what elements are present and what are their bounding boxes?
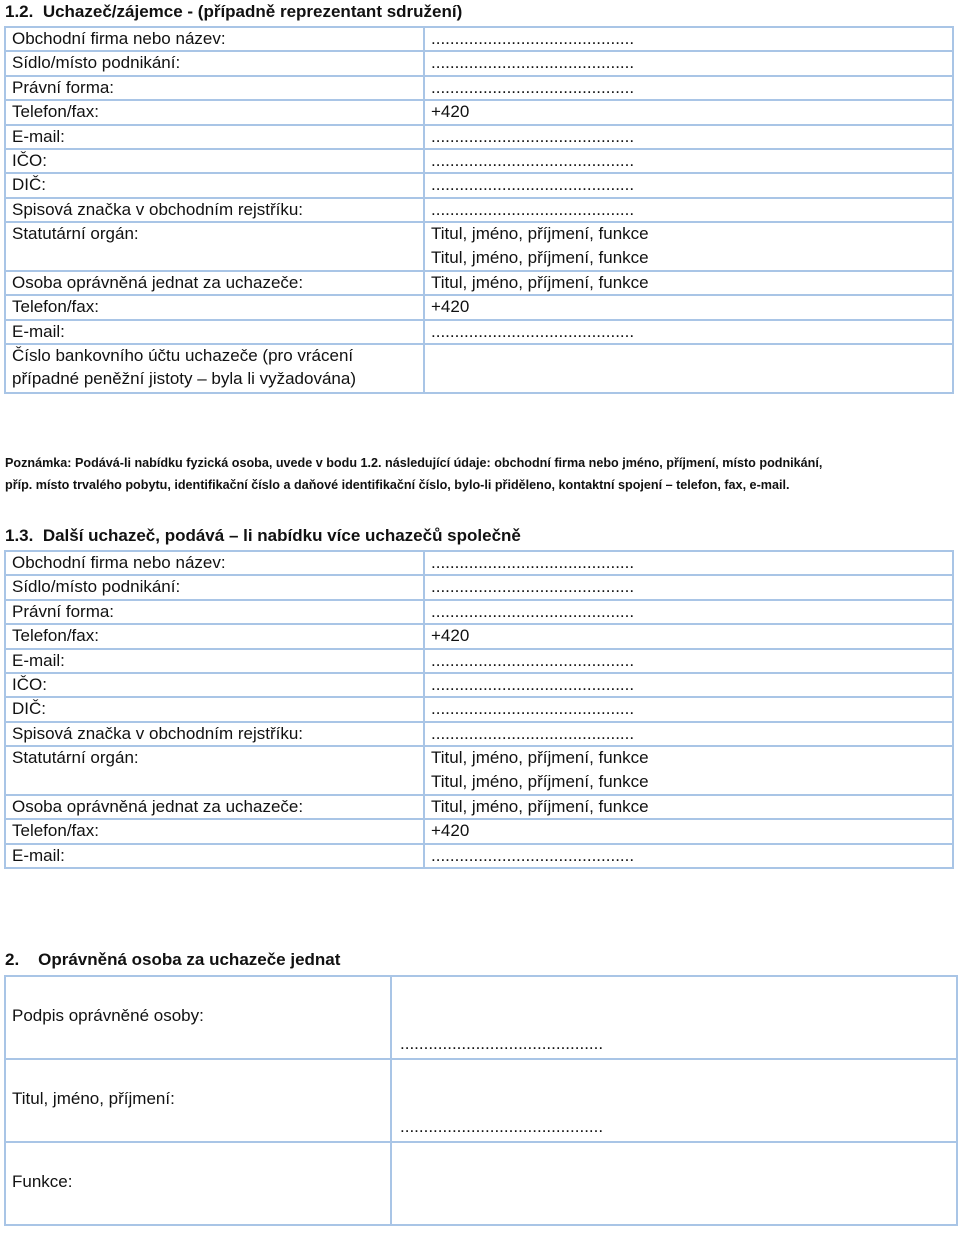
row-label: Obchodní firma nebo název: bbox=[5, 551, 424, 575]
table-row bbox=[5, 149, 953, 173]
row-label: Telefon/fax: bbox=[5, 295, 424, 319]
section-1-2-table bbox=[4, 26, 954, 394]
table-row bbox=[5, 819, 953, 843]
row-label: Číslo bankovního účtu uchazeče (pro vrácení bbox=[5, 344, 424, 368]
function-field[interactable] bbox=[391, 1142, 957, 1225]
table-row bbox=[5, 697, 953, 721]
row-label: Statutární orgán: bbox=[5, 746, 424, 770]
table-row bbox=[5, 295, 953, 319]
row-value[interactable]: ........................................... bbox=[424, 575, 953, 599]
row-label: Spisová značka v obchodním rejstříku: bbox=[5, 722, 424, 746]
row-value[interactable]: ........................................... bbox=[424, 27, 953, 51]
section-1-3-number: 1.3. bbox=[5, 526, 34, 545]
row-value[interactable] bbox=[424, 368, 953, 392]
row-value[interactable]: ........................................... bbox=[424, 697, 953, 721]
section-1-3-table bbox=[4, 550, 954, 869]
row-label: E-mail: bbox=[5, 320, 424, 344]
row-label: Právní forma: bbox=[5, 76, 424, 100]
table-row bbox=[5, 368, 953, 392]
row-value[interactable]: ........................................... bbox=[424, 673, 953, 697]
signature-dots: ........................................... bbox=[400, 1034, 604, 1053]
row-label bbox=[5, 771, 424, 795]
section-1-2-title: Uchazeč/zájemce - (případně reprezentant sdružení) bbox=[42, 2, 463, 21]
row-label: IČO: bbox=[5, 149, 424, 173]
row-value[interactable]: ........................................... bbox=[424, 198, 953, 222]
table-row bbox=[5, 771, 953, 795]
table-row bbox=[5, 173, 953, 197]
table-row bbox=[5, 320, 953, 344]
function-label: Funkce: bbox=[12, 1172, 73, 1191]
row-label: Spisová značka v obchodním rejstříku: bbox=[5, 198, 424, 222]
row-value[interactable]: ........................................... bbox=[424, 51, 953, 75]
row-label: Statutární orgán: bbox=[5, 222, 424, 246]
table-row bbox=[5, 247, 953, 271]
row-value[interactable]: Titul, jméno, příjmení, funkce bbox=[424, 222, 953, 246]
row-label bbox=[5, 1059, 391, 1142]
section-2-heading bbox=[5, 949, 340, 971]
row-value[interactable]: ........................................... bbox=[424, 173, 953, 197]
row-value[interactable]: +420 bbox=[424, 295, 953, 319]
row-value[interactable]: ........................................... bbox=[424, 722, 953, 746]
signature-label: Podpis oprávněné osoby: bbox=[12, 1006, 204, 1025]
table-row bbox=[5, 125, 953, 149]
section-2-title: Oprávněná osoba za uchazeče jednat bbox=[38, 950, 341, 969]
table-row bbox=[5, 198, 953, 222]
section-1-3-title: Další uchazeč, podává – li nabídku více uchazečů společně bbox=[42, 526, 521, 545]
table-row bbox=[5, 649, 953, 673]
section-2-table bbox=[4, 975, 958, 1226]
row-value[interactable]: ........................................... bbox=[424, 600, 953, 624]
row-label bbox=[5, 247, 424, 271]
table-row bbox=[5, 100, 953, 124]
section-1-3-heading bbox=[5, 525, 521, 547]
table-row bbox=[5, 222, 953, 246]
row-value[interactable]: ........................................... bbox=[424, 551, 953, 575]
row-label: DIČ: bbox=[5, 697, 424, 721]
row-label: DIČ: bbox=[5, 173, 424, 197]
table-row bbox=[5, 575, 953, 599]
table-row bbox=[5, 1059, 957, 1142]
name-field[interactable] bbox=[391, 1059, 957, 1142]
table-row bbox=[5, 976, 957, 1059]
table-row bbox=[5, 27, 953, 51]
row-value[interactable]: Titul, jméno, příjmení, funkce bbox=[424, 771, 953, 795]
row-value[interactable]: ........................................... bbox=[424, 125, 953, 149]
table-row bbox=[5, 673, 953, 697]
table-row bbox=[5, 844, 953, 868]
section-1-2-heading bbox=[5, 1, 462, 23]
row-label: Osoba oprávněná jednat za uchazeče: bbox=[5, 795, 424, 819]
row-value[interactable]: ........................................... bbox=[424, 320, 953, 344]
note-line-2: příp. místo trvalého pobytu, identifikační číslo a daňové identifikační číslo, bylo-li přiděleno, kontaktní spojení – telefon, fax, e-mail. bbox=[5, 478, 790, 492]
table-row bbox=[5, 551, 953, 575]
row-label bbox=[5, 976, 391, 1059]
row-value[interactable]: ........................................... bbox=[424, 149, 953, 173]
note-line-1: Poznámka: Podává-li nabídku fyzická osoba, uvede v bodu 1.2. následující údaje: obchodní firma nebo jméno, příjmení, místo podnikání, bbox=[5, 456, 823, 470]
row-value[interactable]: +420 bbox=[424, 819, 953, 843]
row-label: E-mail: bbox=[5, 844, 424, 868]
row-label bbox=[5, 1142, 391, 1225]
bank-account-value[interactable] bbox=[424, 344, 953, 368]
row-value[interactable]: Titul, jméno, příjmení, funkce bbox=[424, 271, 953, 295]
section-2-number: 2. bbox=[5, 950, 20, 969]
row-label: Obchodní firma nebo název: bbox=[5, 27, 424, 51]
table-row bbox=[5, 76, 953, 100]
table-row bbox=[5, 271, 953, 295]
row-value[interactable]: ........................................... bbox=[424, 844, 953, 868]
table-row bbox=[5, 1142, 957, 1225]
row-value[interactable]: Titul, jméno, příjmení, funkce bbox=[424, 247, 953, 271]
row-label: Sídlo/místo podnikání: bbox=[5, 51, 424, 75]
row-value[interactable]: ........................................... bbox=[424, 76, 953, 100]
row-value[interactable]: ........................................... bbox=[424, 649, 953, 673]
name-label: Titul, jméno, příjmení: bbox=[12, 1089, 175, 1108]
row-label: Telefon/fax: bbox=[5, 100, 424, 124]
table-row bbox=[5, 344, 953, 368]
row-value[interactable]: +420 bbox=[424, 100, 953, 124]
row-label: Telefon/fax: bbox=[5, 624, 424, 648]
row-value[interactable]: Titul, jméno, příjmení, funkce bbox=[424, 746, 953, 770]
section-1-2-number: 1.2. bbox=[5, 2, 34, 21]
row-label: případné peněžní jistoty – byla li vyžadována) bbox=[5, 368, 424, 392]
signature-field[interactable] bbox=[391, 976, 957, 1059]
row-label: Telefon/fax: bbox=[5, 819, 424, 843]
table-row bbox=[5, 624, 953, 648]
row-label: Osoba oprávněná jednat za uchazeče: bbox=[5, 271, 424, 295]
row-label: Právní forma: bbox=[5, 600, 424, 624]
row-value[interactable]: +420 bbox=[424, 624, 953, 648]
table-row bbox=[5, 722, 953, 746]
row-label: IČO: bbox=[5, 673, 424, 697]
row-label: Sídlo/místo podnikání: bbox=[5, 575, 424, 599]
table-row bbox=[5, 795, 953, 819]
row-label: E-mail: bbox=[5, 125, 424, 149]
table-row bbox=[5, 600, 953, 624]
table-row bbox=[5, 51, 953, 75]
table-row bbox=[5, 746, 953, 770]
row-value[interactable]: Titul, jméno, příjmení, funkce bbox=[424, 795, 953, 819]
name-dots: ........................................... bbox=[400, 1117, 604, 1136]
row-label: E-mail: bbox=[5, 649, 424, 673]
